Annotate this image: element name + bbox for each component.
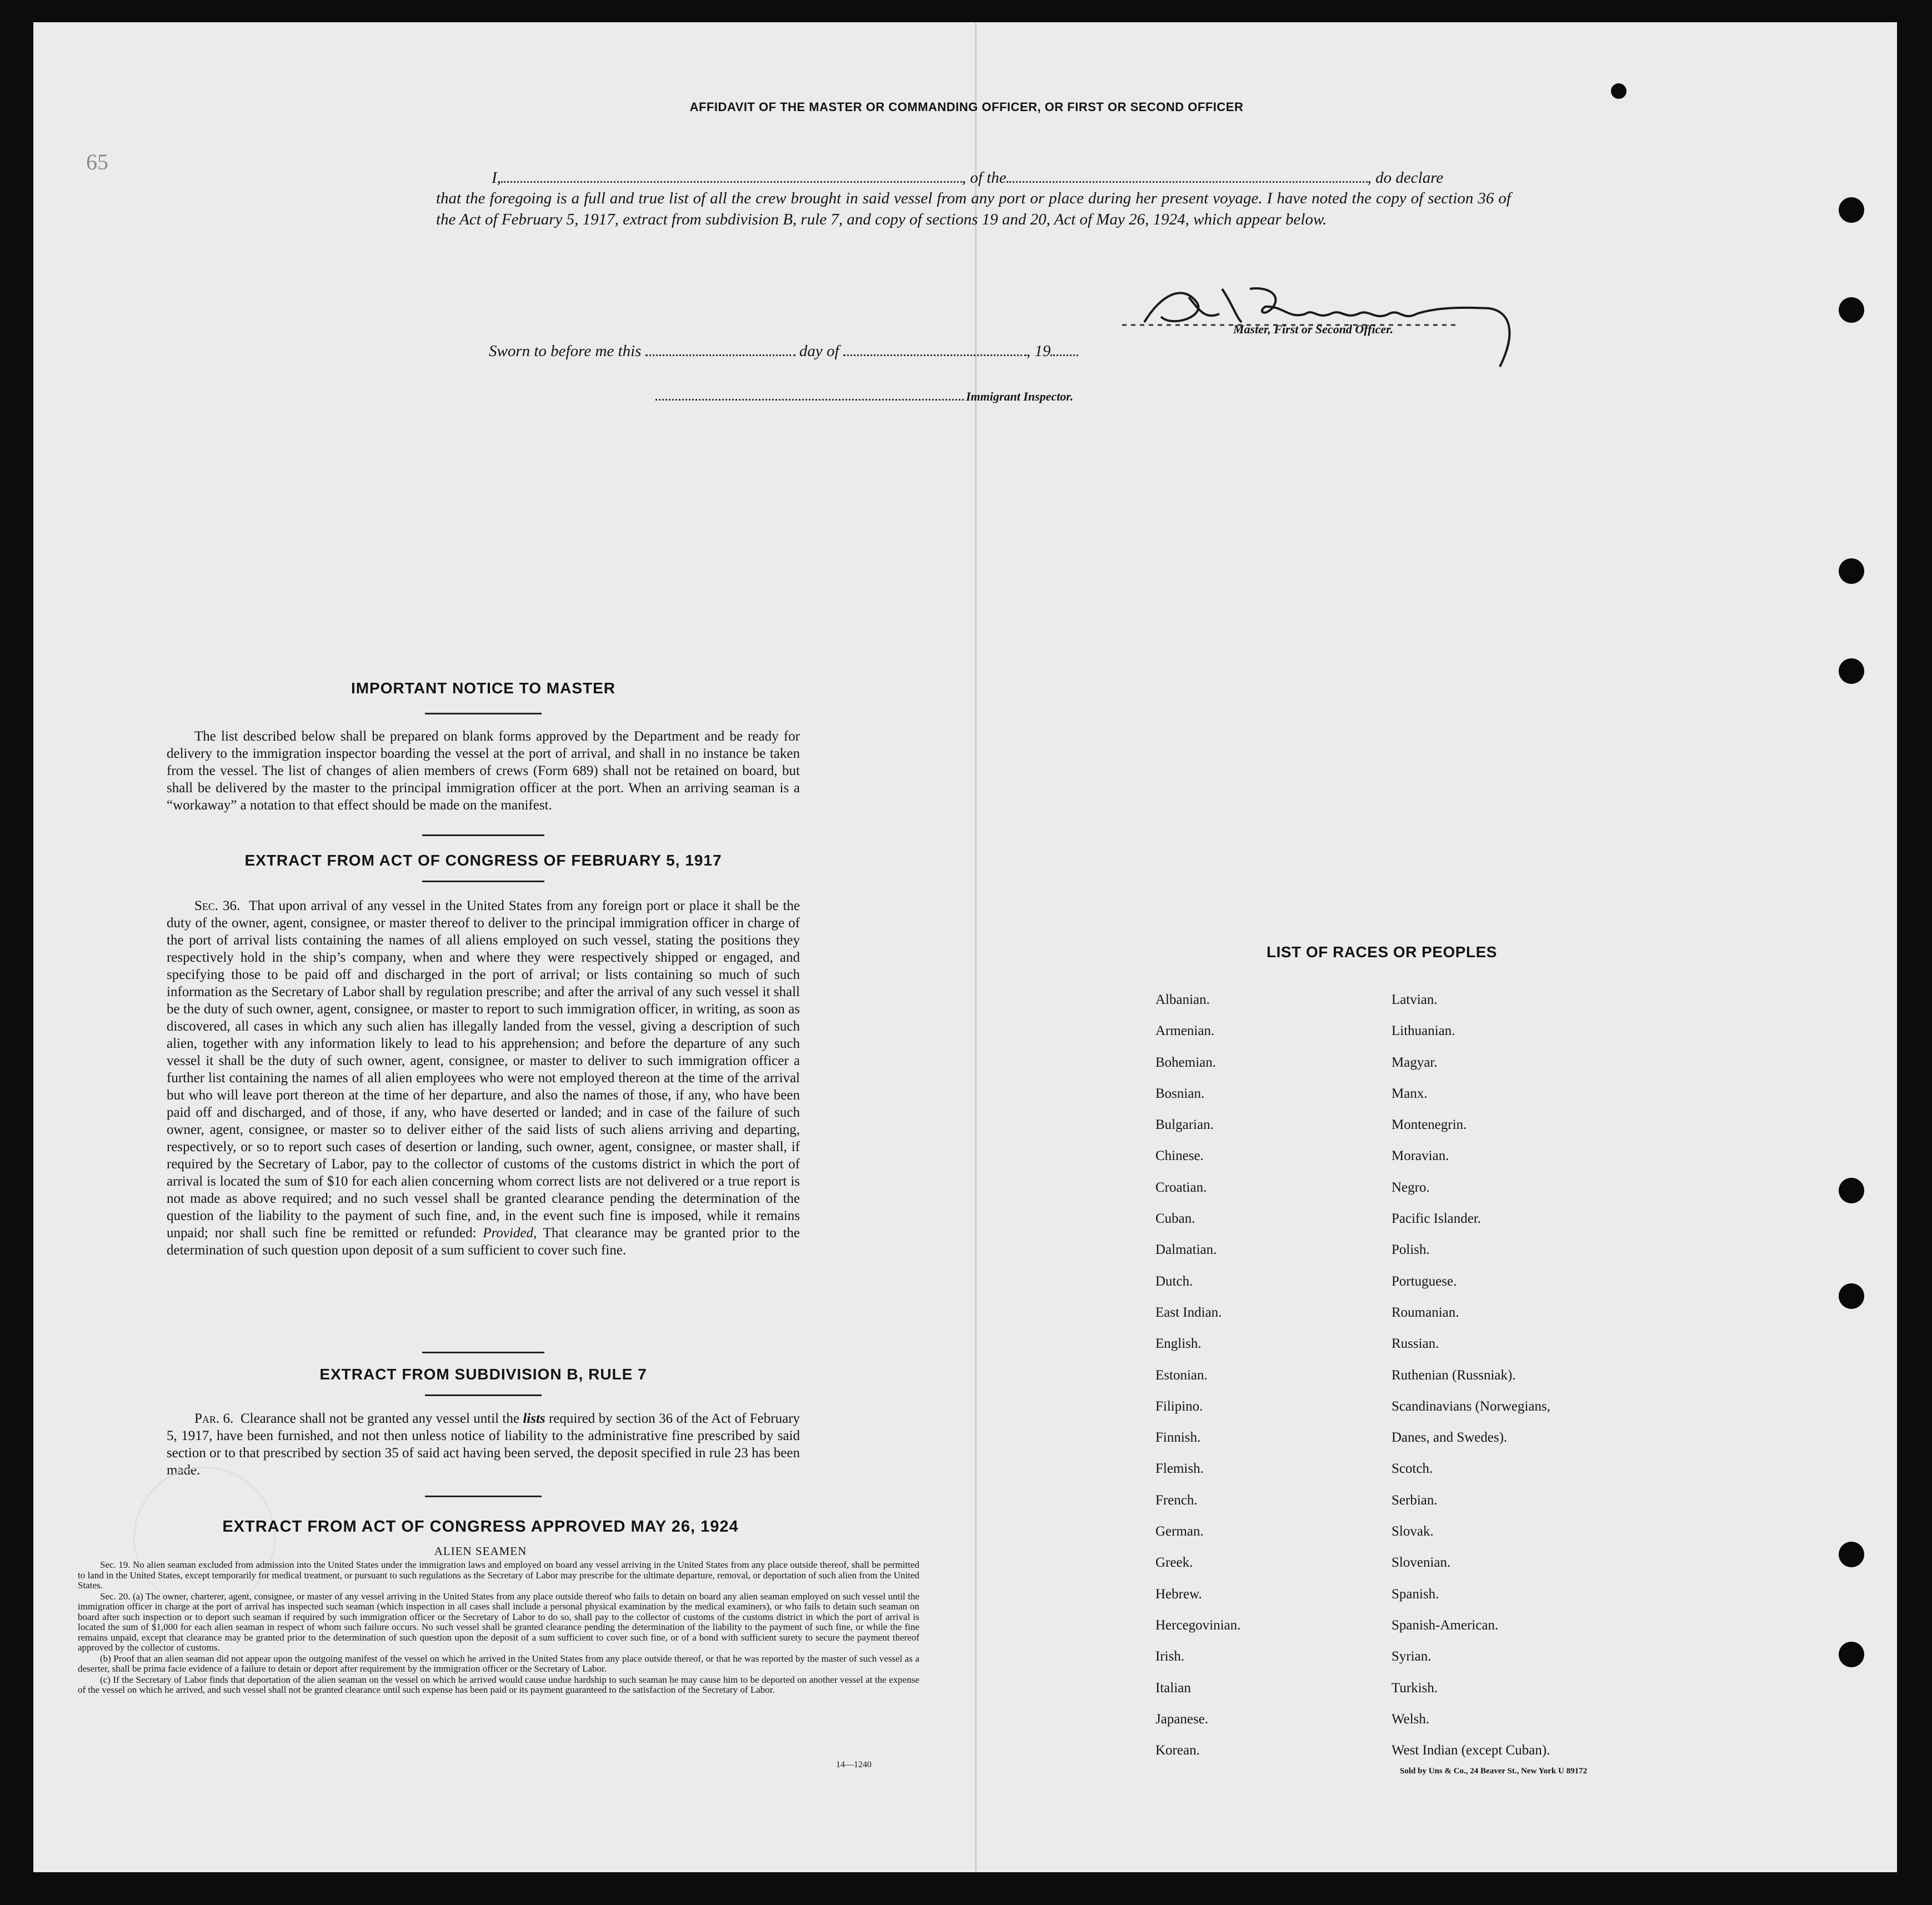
race-item: Greek. <box>1155 1555 1193 1571</box>
races-column-2 <box>1392 984 1550 1766</box>
race-item: Lithuanian. <box>1392 1023 1455 1039</box>
signature-label: Master, First or Second Officer. <box>1233 322 1394 336</box>
proviso-label: Provided, <box>483 1226 537 1241</box>
race-item: Croatian. <box>1155 1179 1207 1195</box>
notice-title-rule <box>425 713 542 714</box>
race-item: Japanese. <box>1155 1711 1209 1727</box>
race-item: Scandinavians (Norwegians, Danes, and Swedes). <box>1392 1398 1551 1446</box>
race-item: Latvian. <box>1392 992 1438 1007</box>
vessel-name-field[interactable] <box>1007 166 1368 183</box>
notice-title: IMPORTANT NOTICE TO MASTER <box>351 679 616 697</box>
race-item: Filipino. <box>1155 1398 1203 1414</box>
subdivision-b-end-rule <box>425 1496 542 1497</box>
binder-hole <box>1839 1642 1864 1667</box>
declarant-label: I, <box>492 169 501 187</box>
form-sheet <box>33 22 1897 1872</box>
race-item: Dutch. <box>1155 1273 1193 1289</box>
extract-1924-body <box>78 1560 919 1696</box>
race-item: Hercegovinian. <box>1155 1617 1241 1633</box>
par-6-label: Par. 6. <box>194 1411 234 1426</box>
race-item: Spanish-American. <box>1392 1617 1499 1633</box>
race-item: Ruthenian (Russniak). <box>1392 1367 1516 1383</box>
races-title: LIST OF RACES OR PEOPLES <box>1267 943 1497 961</box>
race-item: Irish. <box>1155 1649 1185 1664</box>
form-number: 14—1240 <box>836 1760 872 1769</box>
race-item: Chinese. <box>1155 1148 1204 1164</box>
binder-hole <box>1611 83 1626 99</box>
races-column-1 <box>1155 984 1240 1766</box>
race-item: Finnish. <box>1155 1430 1201 1446</box>
sec-20b-text: (b) Proof that an alien seaman did not appear upon the outgoing manifest of the vessel on which he arrived in the United States from any place outside thereof, or that he was reported by the master of such vessel as a deserter, shall be prima facie evidence of a failure to detain or deport after requirement by the immigration officer or the Secretary of Labor. <box>78 1653 919 1674</box>
notice-end-rule <box>422 834 544 836</box>
race-item: Slovenian. <box>1392 1555 1451 1571</box>
inspector-line <box>655 383 1073 404</box>
sworn-month-field[interactable] <box>843 339 1027 356</box>
race-item: Welsh. <box>1392 1711 1430 1727</box>
race-item: French. <box>1155 1492 1198 1508</box>
sec-20c-text: (c) If the Secretary of Labor finds that deportation of the alien seaman on the vessel on which he arrived would cause undue hardship to such seaman he may cause him to be deported on another vessel at the expense of the vessel on which he arrived, and such vessel shall not be granted clearance until such expense has been paid or its payment guaranteed to the satisfaction of the Secretary of Labor. <box>78 1674 919 1695</box>
sworn-day-field[interactable] <box>645 339 795 356</box>
race-item: Negro. <box>1392 1179 1430 1195</box>
race-item: Flemish. <box>1155 1461 1204 1477</box>
race-item: Montenegrin. <box>1392 1117 1467 1133</box>
race-item: Manx. <box>1392 1086 1428 1101</box>
extract-1924-title: EXTRACT FROM ACT OF CONGRESS APPROVED MAY 26, 1924 <box>222 1518 739 1536</box>
binder-hole <box>1839 658 1864 684</box>
extract-1917-end-rule <box>422 1352 544 1353</box>
signature-image <box>1122 256 1544 378</box>
race-item: German. <box>1155 1524 1204 1539</box>
extract-1917-body <box>167 897 800 1259</box>
race-item: English. <box>1155 1336 1202 1352</box>
race-item: Pacific Islander. <box>1392 1211 1481 1227</box>
race-item: Bulgarian. <box>1155 1117 1214 1133</box>
subdivision-b-body <box>167 1410 800 1479</box>
lists-word: lists <box>523 1411 545 1426</box>
race-item: Estonian. <box>1155 1367 1208 1383</box>
sworn-year-field[interactable] <box>1050 339 1078 356</box>
notice-body <box>167 728 800 814</box>
inspector-label: Immigrant Inspector. <box>966 389 1074 403</box>
race-item: Syrian. <box>1392 1649 1432 1664</box>
year-label: , 19 <box>1026 342 1051 360</box>
affidavit-body: that the foregoing is a full and true list of all the crew brought in said vessel from any port or place during her present voyage. I have noted the copy of section 36 of the Act of February 5, 1917, extract from subdivision B, rule 7, and copy of sections 19 and 20, Act of May 26, 1924, which appear below. <box>436 189 1511 228</box>
race-item: Serbian. <box>1392 1492 1438 1508</box>
sec-36-text: That upon arrival of any vessel in the United States from any foreign port or place it shall be the duty of the owner, agent, consignee, or master thereof to deliver to the principal immigration officer in charge of the port of arrival lists containing the names of all aliens employed on such vessel, stating the positions they respectively hold in the ship’s company, when and where they were respectively shipped or engaged, and specifying those to be paid off and discharged in the port of arrival; or lists containing so much of such information as the Secretary of Labor shall by regulation prescribe; and after the arrival of any such vessel it shall be the duty of such owner, agent, consignee, or master to report to such immigration officer, in writing, as soon as discovered, all cases in which any such alien has illegally landed from the vessel, giving a description of such alien, together with any information likely to lead to his apprehension; and before the departure of any such vessel it shall be the duty of such owner, agent, consignee, or master to deliver to such immigration officer a further list containing the names of all alien employees who were not employed thereon at the time of the arrival but who will leave port thereon at the time of her departure, and also the names of those, if any, who have been paid off and discharged, and of those, if any, who have deserted or landed; and in case of the failure of such owner, agent, consignee, or master so to deliver either of the said lists of such aliens arriving and departing, respectively, or so to report such cases of desertion or landing, such owner, agent, consignee, or master shall, if required by the Secretary of Labor, pay to the collector of customs of the customs district in which the port of arrival is located the sum of $10 for each alien concerning whom correct lists are not delivered or a true report is not made as above required; and no such vessel shall be granted clearance pending the determination of the question of the liability to the payment of such fine, and, in the event such fine is imposed, while it remains unpaid; nor shall such fine be remitted or refunded: <box>167 898 800 1241</box>
declarant-name-field[interactable] <box>501 166 962 183</box>
day-of-label: day of <box>799 342 839 360</box>
vessel-label: , of the <box>962 169 1007 187</box>
affidavit-title: AFFIDAVIT OF THE MASTER OR COMMANDING OFFICER, OR FIRST OR SECOND OFFICER <box>689 100 1244 114</box>
sworn-label: Sworn to before me this <box>489 342 642 360</box>
race-item: Dalmatian. <box>1155 1242 1217 1258</box>
binder-hole <box>1839 197 1864 223</box>
race-item: Albanian. <box>1155 992 1210 1007</box>
notice-text: The list described below shall be prepared on blank forms approved by the Department and be ready for delivery to the immigration inspector boarding the vessel at the port of arrival, and shall in no instance be taken from the vessel. The list of changes of alien members of crews (Form 689) shall not be retained on board, but shall be delivered by the master to the principal immigration officer at the port. When an arriving seaman is a “workaway” a notation to that effect should be made on the manifest. <box>167 729 800 813</box>
subdivision-b-title: EXTRACT FROM SUBDIVISION B, RULE 7 <box>319 1366 647 1383</box>
alien-seamen-subtitle: ALIEN SEAMEN <box>434 1544 527 1558</box>
printer-imprint: Sold by Uns & Co., 24 Beaver St., New York U 89172 <box>1400 1767 1588 1776</box>
race-item: Moravian. <box>1392 1148 1449 1164</box>
binder-hole <box>1839 297 1864 323</box>
inspector-signature-field[interactable] <box>655 383 964 401</box>
race-item: Cuban. <box>1155 1211 1195 1227</box>
binder-hole <box>1839 1283 1864 1309</box>
race-item: Scotch. <box>1392 1461 1433 1477</box>
race-item: Russian. <box>1392 1336 1439 1352</box>
race-item: Spanish. <box>1392 1586 1439 1602</box>
binder-hole <box>1839 1542 1864 1567</box>
binder-hole <box>1839 558 1864 584</box>
sworn-line <box>489 339 1078 361</box>
sec-19-text: Sec. 19. No alien seaman excluded from admission into the United States under the immigration laws and employed on board any vessel arriving in the United States from any place outside thereof, shall be permitted to land in the United States, except temporarily for medical treatment, or pursuant to such regulations as the Secretary of Labor may prescribe for the ultimate departure, removal, or deportation of such alien from the United States. <box>78 1559 919 1591</box>
race-item: Bosnian. <box>1155 1086 1205 1101</box>
affidavit-declaration-line <box>492 166 1443 187</box>
race-item: Turkish. <box>1392 1680 1438 1696</box>
page-fold <box>975 22 977 1872</box>
par-6-text-a: Clearance shall not be granted any vessel until the <box>240 1411 519 1426</box>
race-item: West Indian (except Cuban). <box>1392 1743 1550 1758</box>
extract-1917-title: EXTRACT FROM ACT OF CONGRESS OF FEBRUARY 5, 1917 <box>244 852 722 869</box>
master-signature <box>1122 256 1544 378</box>
race-item: Slovak. <box>1392 1524 1434 1539</box>
proviso-text: That clearance may be granted prior to the determination of such question upon deposit of a sum sufficient to cover such fine. <box>167 1226 800 1258</box>
race-item: Hebrew. <box>1155 1586 1202 1602</box>
sec-20a-text: Sec. 20. (a) The owner, charterer, agent, consignee, or master of any vessel arriving in the United States from any place outside thereof who fails to detain on board any alien seaman employed on such vessel until the immigration officer in charge at the port of arrival has inspected such seaman (which inspection in all cases shall include a personal physical examination by the medical examiners), or who fails to detain such seaman on board after such inspection or to deport such seaman if required by such immigration officer or the Secretary of Labor to do so, shall pay to the collector of customs of the customs district in which the port of arrival is located the sum of $1,000 for each alien seaman in respect of whom such failure occurs. No such vessel shall be granted clearance pending the determination of the liability to the payment of such fine, or while the fine remains unpaid, except that clearance may be granted prior to the determination of such question upon the deposit of a sum sufficient to cover such fine, or of a bond with sufficient surety to secure the payment thereof approved by the collector of customs. <box>78 1591 919 1653</box>
race-item: Polish. <box>1392 1242 1430 1258</box>
sec-36-label: Sec. 36. <box>194 898 241 913</box>
race-item: Korean. <box>1155 1743 1200 1758</box>
race-item: East Indian. <box>1155 1304 1222 1320</box>
race-item: Magyar. <box>1392 1054 1438 1070</box>
race-item: Portuguese. <box>1392 1273 1457 1289</box>
race-item: Armenian. <box>1155 1023 1215 1039</box>
race-item: Bohemian. <box>1155 1054 1217 1070</box>
binder-hole <box>1839 1178 1864 1203</box>
race-item: Roumanian. <box>1392 1304 1459 1320</box>
race-item: Italian <box>1155 1680 1191 1696</box>
par-6-text-b: required by section 36 of the Act of February 5, 1917, have been furnished, and not then unless notice of liability to the administrative fine prescribed by said section or to that prescribed by section 35 of said act having been served, the deposit specified in rule 23 has been made. <box>167 1411 800 1478</box>
subdivision-b-rule <box>425 1394 542 1396</box>
margin-mark: 65 <box>86 149 108 174</box>
declare-label: , do declare <box>1367 169 1444 187</box>
extract-1917-rule <box>422 881 544 882</box>
